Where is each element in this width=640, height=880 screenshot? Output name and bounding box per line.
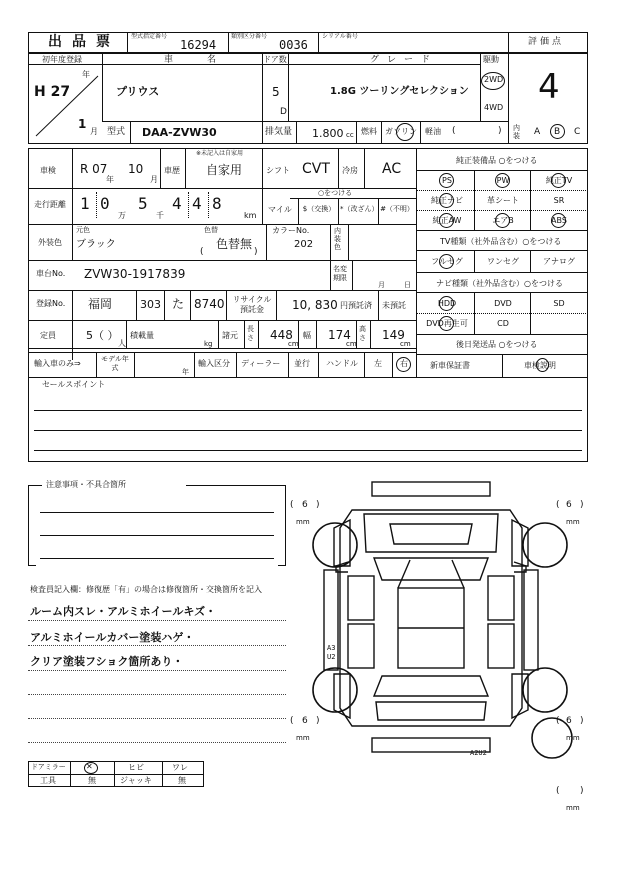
import-parallel: 並行 [294, 359, 310, 368]
navi-1: DVD [494, 299, 512, 308]
diesel-label: 軽油 [425, 127, 441, 136]
door-type: D [280, 107, 287, 117]
later-divider [502, 354, 503, 377]
jack-value: 無 [178, 776, 186, 785]
fuel-label: 燃料 [361, 127, 377, 136]
interior-a: A [534, 127, 541, 137]
tire-rl-bracket-close: ) [316, 716, 320, 726]
genuine-0: PS [442, 176, 452, 185]
tv-title: TV種類（社外品含む）○をつける [440, 237, 562, 246]
year-suffix: 年 [82, 70, 90, 79]
tire-spare-bracket-close: ) [580, 786, 584, 796]
door-mirror-circle [84, 762, 98, 774]
option-grid-divider [530, 292, 531, 334]
genuine-5: SR [553, 196, 565, 205]
mileage-man: 万 [118, 211, 126, 220]
tire-rl-unit: mm [296, 734, 310, 742]
mileage-d6: 8 [212, 194, 222, 213]
mileage-d1: 1 [80, 194, 90, 213]
tone-label: 色替 [204, 226, 218, 234]
note-line-1: ルーム内スレ・アルミホイールキズ・ [30, 605, 217, 618]
navi-0: HDD [437, 299, 457, 308]
handle-left: 左 [374, 359, 382, 368]
tire-rl-bracket: ( [290, 716, 294, 726]
interior-c: C [574, 127, 581, 137]
displacement-label: 排気量 [265, 127, 293, 137]
handle-right: 右 [400, 359, 408, 368]
navi-title: ナビ種類（社外品含む）○をつける [436, 279, 563, 288]
height-unit: cm [400, 340, 411, 348]
option-grid-divider [474, 292, 475, 334]
damage-mark-a3u2 [327, 644, 335, 662]
mileage-mile: マイル [268, 205, 292, 214]
chassis-label: 車台No. [36, 269, 66, 278]
tire-fl-bracket-close: ) [316, 500, 320, 510]
tire-spare-bracket: ( [556, 786, 560, 796]
later-title: 後日発送品 ○をつける [456, 340, 538, 349]
model-year-suffix: 年 [182, 368, 189, 376]
color-no: 202 [294, 239, 314, 250]
later-shaken: 車検説明 [524, 361, 556, 370]
shaken-year: 年 [106, 175, 114, 184]
drive-2wd: 2WD [484, 75, 504, 84]
jack-label: ジャッキ [120, 776, 152, 785]
note-line-3: クリア塗装フショク箇所あり・ [30, 655, 184, 668]
tire-rr-unit: mm [566, 734, 580, 742]
genuine-3: 純正ナビ [431, 196, 463, 205]
genuine-8: ABS [551, 216, 567, 225]
recycle-not-deposited: 未預託 [382, 301, 406, 310]
mileage-d3: 5 [138, 194, 148, 213]
model-no-label: 型式指定番号 [131, 33, 168, 40]
mileage-sen: 千 [156, 211, 164, 220]
mileage-d2: 0 [100, 194, 110, 213]
tire-rear-left: 6 [302, 716, 308, 726]
recycle-amount: 10, 830 [292, 298, 338, 312]
sales-label: セールスポイント [42, 380, 106, 389]
tv-circle-0 [439, 254, 454, 269]
meigi-day: 日 [404, 281, 411, 289]
grade-label: グレード [370, 55, 439, 65]
car-damage-diagram [290, 470, 590, 770]
interior-b: B [554, 127, 561, 137]
displacement-value: 1.800 [312, 127, 344, 140]
color-no-label: カラーNo. [272, 226, 310, 235]
load-label: 積載量 [130, 331, 154, 340]
tire-spare-unit: mm [566, 804, 580, 812]
fuel-value: ガソリン [385, 127, 417, 136]
tire-fl-unit: mm [296, 518, 310, 526]
mileage-d4: 4 [172, 194, 182, 213]
height-value: 149 [382, 328, 405, 342]
mileage-unit: km [244, 211, 257, 220]
model-no: 16294 [180, 38, 217, 52]
katashiki-label: 型式 [107, 127, 126, 137]
grade-value: 1.8G ツーリングセレクション [330, 86, 469, 97]
shaken-month: 10 [128, 162, 144, 176]
tone-value: 色替無 [216, 237, 253, 251]
aircon-label: 冷房 [342, 166, 358, 175]
genuine-6: 純正AW [432, 216, 462, 225]
navi-circle-3 [439, 316, 454, 331]
tire-rear-right: 6 [566, 716, 572, 726]
category-no: 0036 [279, 38, 308, 52]
shaken-value: R 07 [80, 162, 108, 176]
tire-front-right: 6 [566, 500, 572, 510]
registration-label: 登録No. [36, 299, 66, 308]
import-dealer: ディーラー [241, 359, 281, 368]
genuine-circle-6 [439, 213, 454, 228]
genuine-1: PW [496, 176, 510, 185]
reg-kana: た [172, 297, 185, 311]
door-mirror-mark: ✕ [86, 762, 93, 771]
genuine-2: 純正TV [545, 176, 573, 185]
genuine-circle-7 [495, 213, 510, 228]
inspector-label: 検査員記入欄：修復歴「有」の場合は修復箇所・交換箇所を記入 [30, 585, 262, 594]
genuine-circle-1 [495, 173, 510, 188]
navi-3: DVD再生可 [426, 319, 468, 328]
length-label: 長さ [247, 325, 254, 342]
orig-color: ブラック [76, 239, 116, 250]
handle-label: ハンドル [326, 359, 358, 368]
genuine-circle-8 [551, 213, 566, 228]
dims-label: 諸元 [222, 331, 238, 340]
tv-2: アナログ [543, 257, 575, 266]
mileage-mark-note: ○をつける [318, 189, 353, 197]
drive-4wd: 4WD [484, 103, 504, 112]
meigi-month: 月 [378, 281, 385, 289]
doors-value: 5 [272, 85, 280, 99]
genuine-7: エアB [492, 216, 514, 225]
shift-label: シフト [266, 166, 290, 175]
genuine-title: 純正装備品 ○をつける [456, 156, 538, 165]
option-grid-divider [474, 170, 475, 230]
width-unit: cm [346, 340, 357, 348]
navi-4: CD [497, 319, 509, 328]
genuine-circle-0 [439, 173, 454, 188]
tire-fr-bracket-close: ) [580, 500, 584, 510]
tools-value: 無 [88, 776, 96, 785]
diesel-paren-close: ) [498, 126, 502, 136]
car-name-label: 車名 [164, 55, 251, 65]
doors-label: ドア数 [263, 55, 287, 64]
width-label: 幅 [303, 331, 311, 340]
capacity-persons: 5（ ） [86, 329, 119, 342]
recycle-unit: 円預託済 [340, 301, 372, 310]
length-unit: cm [288, 340, 299, 348]
reg-number: 8740 [194, 297, 225, 311]
first-reg-label: 初年度登録 [42, 55, 82, 64]
history-note: ※未記入は自家用 [196, 150, 244, 157]
navi-2: SD [553, 299, 565, 308]
tools-label: 工具 [40, 776, 56, 785]
mileage-unknown: #（不明） [380, 205, 414, 213]
score-label: 評価点 [528, 37, 565, 47]
import-only: 輸入車のみ⇒ [34, 359, 81, 368]
history-label: 車歴 [164, 166, 180, 175]
recycle-label: リサイクル預託金 [232, 295, 272, 314]
first-reg-era: H 27 [34, 84, 71, 100]
mileage-d5: 4 [192, 194, 202, 213]
genuine-circle-3 [439, 193, 454, 208]
capacity-label: 定員 [40, 331, 56, 340]
tire-fr-bracket: ( [556, 500, 560, 510]
score-value: 4 [538, 67, 560, 107]
door-mirror-label: ドアミラー [31, 763, 66, 771]
drive-label: 駆動 [483, 55, 499, 64]
import-category: 輸入区分 [198, 359, 230, 368]
tone-paren-open: ( [200, 247, 204, 257]
reg-area: 福岡 [88, 297, 113, 311]
chassis-value: ZVW30-1917839 [84, 267, 186, 281]
mileage-label: 走行距離 [34, 200, 66, 209]
tire-rr-bracket: ( [556, 716, 560, 726]
notes-label: 注意事項・不具合箇所 [46, 480, 126, 489]
diesel-paren: ( [452, 126, 456, 136]
displacement-unit: cc [346, 131, 354, 139]
damage-mark-a3u2-text: A3 U2 [327, 644, 336, 661]
height-label: 高さ [359, 325, 366, 342]
genuine-circle-2 [551, 173, 566, 188]
first-reg-month: 1 [78, 117, 87, 131]
month-suffix: 月 [90, 127, 98, 136]
width-value: 174 [328, 328, 351, 342]
tire-fl-bracket: ( [290, 500, 294, 510]
option-grid-divider [474, 250, 475, 272]
later-shaken-circle [536, 358, 549, 372]
tone-paren-close: ) [254, 247, 258, 257]
aircon-value: AC [382, 161, 402, 177]
tire-front-left: 6 [302, 500, 308, 510]
mileage-exchanged: $（交換） [302, 205, 336, 213]
genuine-4: 革シート [487, 196, 519, 205]
serial-label: シリアル番号 [322, 33, 358, 40]
color-label: 外装色 [38, 238, 62, 247]
category-label: 類別区分番号 [231, 33, 268, 40]
damage-mark-a2u2: A2U2 [470, 749, 487, 757]
option-grid-divider [530, 170, 531, 230]
interior-color-label: 内装色 [334, 227, 341, 251]
shaken-label: 車検 [40, 166, 56, 175]
car-name: プリウス [116, 85, 160, 98]
meigi-label: 名変期限 [333, 265, 347, 282]
tv-0: フルセグ [431, 257, 463, 266]
model-year: モデル年式 [101, 355, 129, 372]
hibi-label: ヒビ [128, 763, 144, 772]
ware-label: ワレ [172, 763, 188, 772]
tv-1: ワンセグ [487, 257, 519, 266]
note-line-2: アルミホイールカバー塗装ハゲ・ [30, 631, 195, 644]
load-unit: kg [204, 340, 213, 348]
later-warranty: 新車保証書 [430, 361, 470, 370]
orig-color-label: 元色 [76, 226, 90, 234]
length-value: 448 [270, 328, 293, 342]
option-grid-divider [530, 250, 531, 272]
interior-label: 内装 [513, 124, 520, 140]
katashiki-value: DAA-ZVW30 [142, 126, 217, 139]
sheet-title: 出品票 [48, 34, 120, 50]
tire-rr-bracket-close: ) [580, 716, 584, 726]
reg-class: 303 [140, 298, 161, 311]
mileage-tampered: *（改ざん） [340, 205, 379, 213]
capacity-persons-unit: 人 [118, 339, 126, 348]
history-value: 自家用 [206, 163, 243, 177]
navi-circle-0 [439, 296, 454, 311]
shaken-month-suffix: 月 [150, 175, 158, 184]
shift-value: CVT [302, 161, 330, 177]
tire-fr-unit: mm [566, 518, 580, 526]
